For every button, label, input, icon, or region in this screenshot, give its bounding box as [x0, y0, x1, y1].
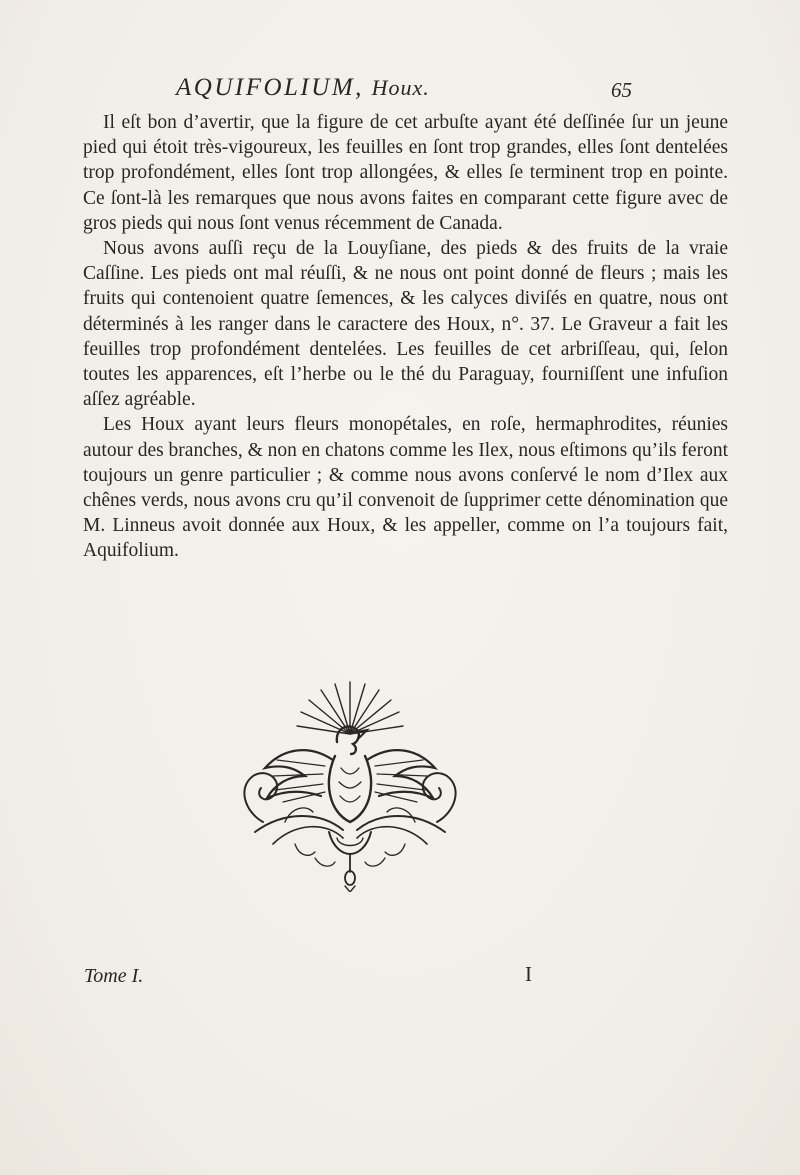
page-number: 65: [611, 78, 632, 102]
signature-mark: I: [525, 962, 532, 986]
paragraph-2: Nous avons auſſi reçu de la Louyſiane, des pieds & des fruits de la vraie Caſſine. Les pieds ont mal réuſſi, & ne nous ont point donné de fleurs ; mais les fruits qui contenoient quatre ſemences, & les calyces diviſés en quatre, nous ont déterminés à les ranger dans le caractere des Houx, n°. 37. Le Graveur a fait les feuilles trop profondément dentelées. Les feuilles de cet arbriſſeau, qui, ſelon toutes les apparences, eſt l’herbe ou le thé du Paraguay, fourniſſent une infuſion aſſez agréable.: [83, 238, 728, 411]
paragraph-3: Les Houx ayant leurs fleurs monopétales, en roſe, hermaphrodites, réunies autour des branches, & non en chatons comme les Ilex, nous eſtimons qu’ils feront toujours un genre particulier ; & comme nous avons conſervé le nom d’Ilex aux chênes verds, nous avons cru qu’il convenoit de ſupprimer cette dénomination que M. Linneus avoit donnée aux Houx, & les appeller, comme on l’a toujours fait, Aquifolium.: [83, 414, 728, 562]
running-title: [176, 74, 430, 102]
title-french: Houx.: [371, 75, 430, 100]
eagle-vignette-icon: [225, 672, 475, 892]
running-head: [150, 74, 670, 114]
title-latin: AQUIFOLIUM: [176, 74, 356, 101]
title-separator: ,: [355, 74, 372, 101]
body-text: [83, 110, 728, 564]
paragraph-1: Il eſt bon d’avertir, que la figure de cet arbuſte ayant été deſſinée ſur un jeune pied qui étoit très-vigoureux, les feuilles en ſont trop grandes, elles ſont dentelées trop profondément, elles ſont trop allongées, & elles ſe terminent trop en pointe. Ce ſont-là les remarques que nous avons faites en comparant cette figure avec de gros pieds qui nous ſont venus récemment de Canada.: [83, 112, 728, 234]
volume-label: Tome I.: [84, 965, 144, 987]
